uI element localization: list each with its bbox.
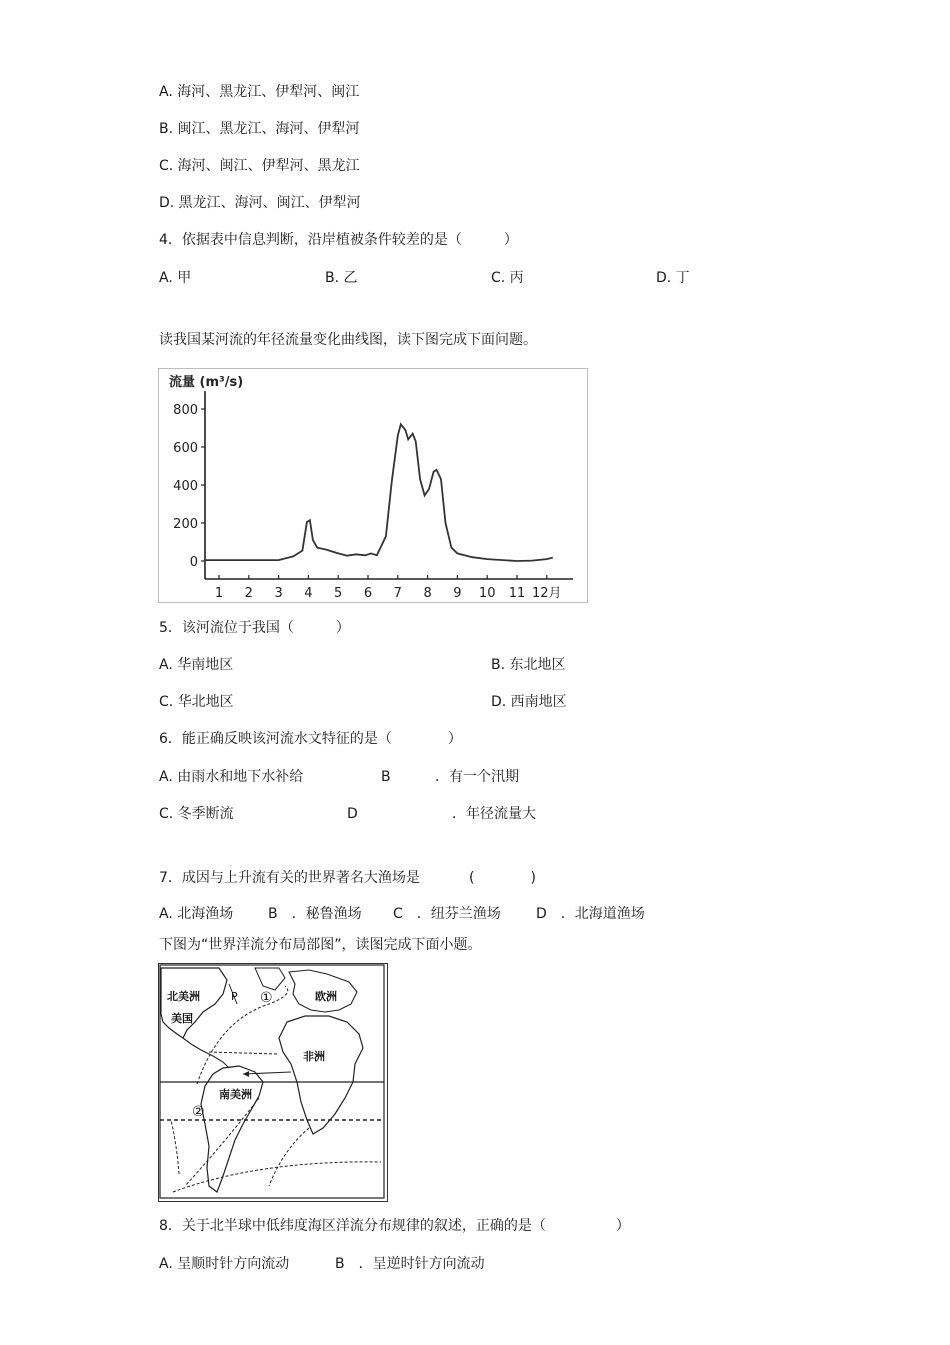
chart-ytick-label: 0 [189, 555, 198, 570]
label-current-2: ② [192, 1104, 205, 1120]
q7-option-a: A. 北海渔场 [159, 906, 234, 922]
chart-ytick-label: 400 [173, 479, 198, 494]
label-europe: 欧洲 [315, 990, 337, 1003]
q6-option-c: C. 冬季断流 [159, 806, 234, 822]
ocean-current-map [158, 963, 388, 1202]
q8-option-b: B ．呈逆时针方向流动 [335, 1256, 485, 1272]
label-p: P [231, 990, 238, 1003]
q5-option-c: C. 华北地区 [159, 694, 234, 710]
chart-ytick-label: 600 [173, 441, 198, 456]
chart-xtick-label: 12月 [532, 586, 562, 601]
q7-paren: ( ) [469, 870, 536, 886]
label-usa: 美国 [171, 1012, 193, 1025]
q4-option-b: B. 乙 [325, 270, 358, 286]
q4-option-a: A. 甲 [159, 270, 192, 286]
chart-ytick-label: 200 [173, 517, 198, 532]
q7-option-c: C ．纽芬兰渔场 [393, 906, 501, 922]
south-equatorial-current [243, 1072, 291, 1074]
q7-option-d: D ．北海道渔场 [536, 906, 645, 922]
q3-option-d: D. 黑龙江、海河、闽江、伊犁河 [159, 195, 361, 211]
west-wind-drift [173, 1162, 381, 1192]
ocean-current-map-svg [159, 964, 387, 1201]
benguela-current [269, 1128, 309, 1186]
q3-option-a: A. 海河、黑龙江、伊犁河、闽江 [159, 84, 360, 100]
chart-xtick-label: 8 [423, 586, 432, 601]
q6-option-d-text: ．年径流量大 [452, 806, 536, 822]
label-current-1: ① [260, 990, 273, 1006]
q6-option-a: A. 由雨水和地下水补给 [159, 769, 304, 785]
chart-ytick-label: 800 [173, 403, 198, 418]
chart-xtick-label: 10 [478, 586, 496, 601]
greenland-outline [255, 968, 285, 990]
current-arrow-west [243, 1071, 249, 1077]
q6-stem: 6．能正确反映该河流水文特征的是（ ） [159, 731, 462, 747]
q6-option-b-text: ．有一个汛期 [435, 769, 519, 785]
chart-xtick-label: 6 [363, 586, 373, 601]
north-equatorial-current [209, 1052, 277, 1054]
runoff-chart [158, 368, 588, 603]
label-africa: 非洲 [303, 1050, 325, 1063]
q6-option-b-letter: B [381, 769, 391, 785]
q5-stem: 5．该河流位于我国（ ） [159, 620, 350, 636]
north-america-outline [161, 968, 227, 1038]
q6-option-d-letter: D [347, 806, 358, 822]
peru-current [171, 1120, 179, 1174]
chart-xtick-label: 4 [304, 586, 313, 601]
label-south-america: 南美洲 [219, 1088, 252, 1101]
q7-stem: 7．成因与上升流有关的世界著名大渔场是 [159, 870, 420, 886]
q3-option-b: B. 闽江、黑龙江、海河、伊犁河 [159, 121, 360, 137]
q7-option-b: B ．秘鲁渔场 [268, 906, 362, 922]
q8-option-a: A. 呈顺时针方向流动 [159, 1256, 290, 1272]
q4-stem: 4．依据表中信息判断，沿岸植被条件较差的是（ ） [159, 232, 518, 248]
q5-option-a: A. 华南地区 [159, 657, 234, 673]
runoff-chart-svg [159, 369, 587, 602]
gulf-stream-current [197, 986, 288, 1084]
chart-xtick-label: 9 [453, 586, 462, 601]
chart-xtick-label: 2 [244, 586, 253, 601]
q4-option-d: D. 丁 [656, 270, 690, 286]
africa-outline [279, 1016, 363, 1134]
q8-stem: 8．关于北半球中低纬度海区洋流分布规律的叙述，正确的是（ ） [159, 1218, 630, 1234]
chart-ylabel: 流量 (m³/s) [169, 375, 244, 390]
chart-xtick-label: 5 [334, 586, 343, 601]
chart-xtick-label: 11 [508, 586, 526, 601]
q4-option-c: C. 丙 [491, 270, 524, 286]
q5-option-d: D. 西南地区 [491, 694, 567, 710]
chart-xtick-label: 1 [214, 586, 224, 601]
map-intro: 下图为“世界洋流分布局部图”，读图完成下面小题。 [159, 937, 482, 953]
south-america-outline [201, 1066, 263, 1192]
chart-series-line [204, 424, 553, 561]
central-america-outline [183, 1038, 229, 1068]
q3-option-c: C. 海河、闽江、伊犁河、黑龙江 [159, 158, 360, 174]
label-north-america: 北美洲 [167, 990, 200, 1003]
q5-option-b: B. 东北地区 [491, 657, 566, 673]
chart-xtick-label: 3 [274, 586, 283, 601]
chart-intro: 读我国某河流的年径流量变化曲线图，读下图完成下面问题。 [159, 332, 537, 348]
chart-xtick-label: 7 [393, 586, 402, 601]
